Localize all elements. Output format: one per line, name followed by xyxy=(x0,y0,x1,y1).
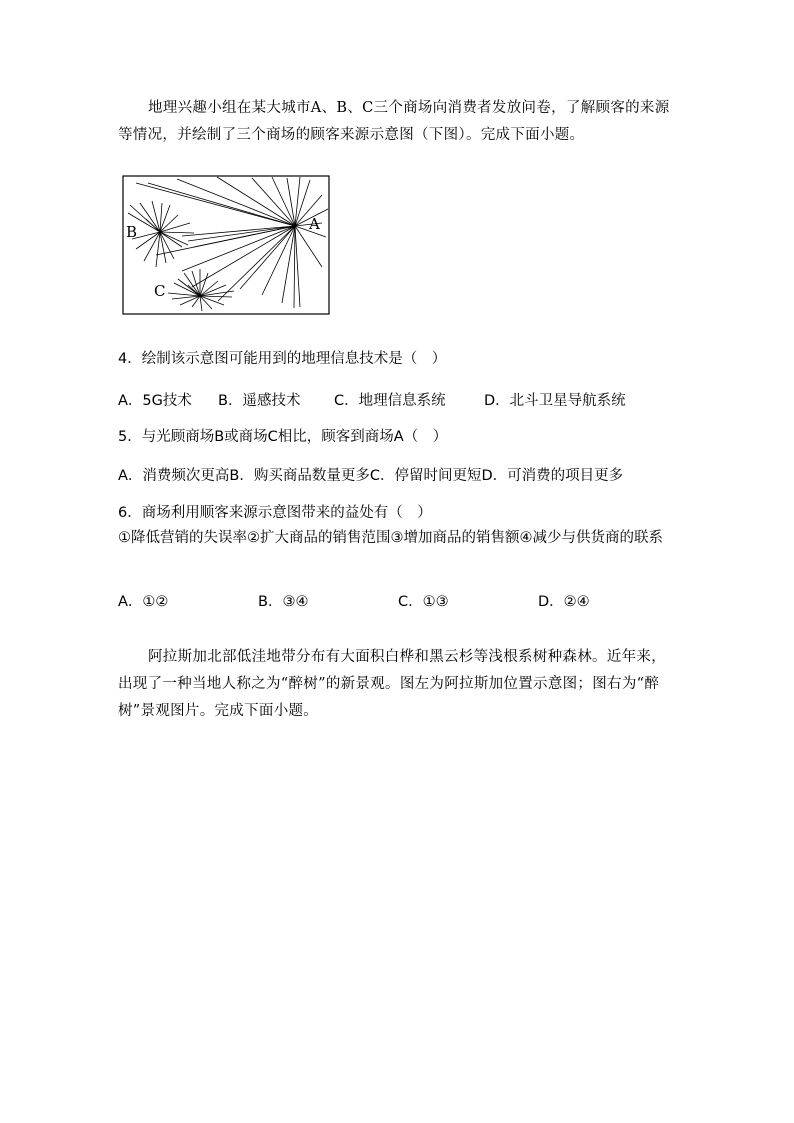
intro-paragraph-2: 阿拉斯加北部低洼地带分布有大面积白桦和黑云杉等浅根系树种森林。近年来，出现了一种当地人称之为“醉树”的新景观。图左为阿拉斯加位置示意图；图右为“醉树”景观图片。完成下面小题。 xyxy=(118,649,666,719)
rays-c-line xyxy=(200,296,224,305)
rays-b-line xyxy=(144,232,160,261)
q4-option-d[interactable]: D．北斗卫星导航系统 xyxy=(484,393,626,409)
q6-option-d[interactable]: D．②④ xyxy=(538,594,590,610)
q5-option-d[interactable]: D．可消费的项目更多 xyxy=(481,468,624,484)
customer-source-diagram xyxy=(122,175,330,315)
rays-c-line xyxy=(200,296,232,297)
rays-b-line xyxy=(146,219,160,232)
label-b: B xyxy=(126,223,138,241)
rays-a-line xyxy=(282,226,295,303)
rays-a-line xyxy=(177,179,295,226)
rays-a-line xyxy=(148,183,295,226)
q5-option-a[interactable]: A．消费频次更高 xyxy=(118,468,230,484)
rays-b-line xyxy=(136,232,160,249)
intro-paragraph-1: 地理兴趣小组在某大城市A、B、C三个商场向消费者发放问卷，了解顾客的来源等情况，并绘制了三个商场的顾客来源示意图（下图）。完成下面小题。 xyxy=(118,100,670,143)
rays-a-line xyxy=(262,226,295,295)
label-a: A xyxy=(309,215,320,233)
q4-option-b[interactable]: B．遥感技术 xyxy=(218,393,301,409)
rays-b-line xyxy=(160,232,188,245)
rays-a-line xyxy=(136,183,295,226)
q4-options xyxy=(118,389,626,410)
q6-option-b[interactable]: B．③④ xyxy=(258,594,309,610)
q6-options xyxy=(118,590,590,611)
rays-a-line xyxy=(192,226,295,287)
rays-a-line xyxy=(182,226,295,236)
q4-option-a[interactable]: A．5G技术 xyxy=(118,393,192,409)
q4-stem: 4．绘制该示意图可能用到的地理信息技术是（ ） xyxy=(118,351,447,367)
rays-a-line xyxy=(294,226,295,308)
rays-mall-c xyxy=(168,269,234,311)
rays-b-line xyxy=(160,232,182,247)
label-c: C xyxy=(154,282,166,300)
rays-mall-b xyxy=(128,201,194,267)
rays-b-line xyxy=(160,232,174,259)
q6-stem: 6．商场利用顺客来源示意图带来的益处有（ ） xyxy=(118,505,432,521)
q5-option-b[interactable]: B．购买商品数量更多 xyxy=(229,468,370,484)
rays-b-line xyxy=(140,203,160,232)
q6-statements: ①降低营销的失误率②扩大商品的销售范围③增加商品的销售额④减少与供货商的联系 xyxy=(118,530,663,546)
q6-option-c[interactable]: C．①③ xyxy=(398,594,449,610)
rays-b-line xyxy=(152,201,160,232)
q5-stem: 5．与光顾商场B或商场C相比，顾客到商场A（ ） xyxy=(118,429,448,445)
rays-b-line xyxy=(160,232,194,233)
rays-a-line xyxy=(188,226,295,241)
q4-option-c[interactable]: C．地理信息系统 xyxy=(334,393,446,409)
q5-options xyxy=(118,464,623,485)
rays-a-line xyxy=(218,226,295,301)
rays-a-line xyxy=(182,226,295,271)
rays-b-line xyxy=(160,232,166,263)
rays-b-line xyxy=(156,232,160,267)
rays-a-line xyxy=(295,226,300,307)
q5-option-c[interactable]: C．停留时间更短 xyxy=(369,468,482,484)
rays-c-line xyxy=(184,273,200,296)
q6-option-a[interactable]: A．①② xyxy=(118,594,169,610)
